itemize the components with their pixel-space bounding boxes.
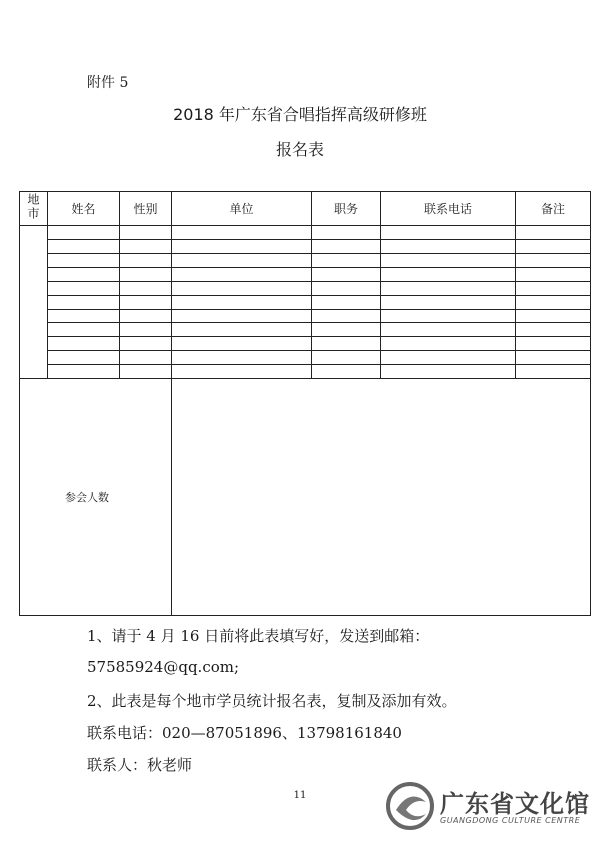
- note-deadline: 1、请于 4 月 16 日前将此表填写好，发送到邮箱：: [87, 627, 430, 645]
- logo-swirl-icon: [384, 780, 436, 832]
- gender-cell: [120, 295, 172, 309]
- remarks-cell: [516, 281, 591, 295]
- remarks-cell: [516, 351, 591, 365]
- gender-cell: [120, 226, 172, 240]
- count-row: [20, 379, 591, 616]
- unit-cell: [172, 365, 312, 379]
- name-cell: [48, 351, 120, 365]
- position-cell: [312, 239, 381, 253]
- table-row: [20, 365, 591, 379]
- phone-cell: [381, 365, 516, 379]
- gender-cell: [120, 239, 172, 253]
- gender-cell: [120, 337, 172, 351]
- column-header-position: 职务: [312, 192, 381, 226]
- table-row: [20, 281, 591, 295]
- gender-cell: [120, 323, 172, 337]
- position-cell: [312, 267, 381, 281]
- name-cell: [48, 337, 120, 351]
- name-cell: [48, 253, 120, 267]
- attendee-count-label: 参会人数: [20, 379, 172, 616]
- registration-table: [19, 191, 591, 616]
- name-cell: [48, 365, 120, 379]
- gender-cell: [120, 309, 172, 323]
- phone-cell: [381, 295, 516, 309]
- attachment-label: 附件 5: [87, 75, 129, 91]
- name-cell: [48, 281, 120, 295]
- gender-cell: [120, 351, 172, 365]
- remarks-cell: [516, 239, 591, 253]
- phone-cell: [381, 351, 516, 365]
- position-cell: [312, 337, 381, 351]
- table-header-row: [20, 192, 591, 226]
- phone-cell: [381, 253, 516, 267]
- unit-cell: [172, 295, 312, 309]
- phone-cell: [381, 309, 516, 323]
- position-cell: [312, 253, 381, 267]
- column-header-unit: 单位: [172, 192, 312, 226]
- remarks-cell: [516, 226, 591, 240]
- gender-cell: [120, 267, 172, 281]
- table-row: [20, 239, 591, 253]
- note-copy-policy: 2、此表是每个地市学员统计报名表，复制及添加有效。: [87, 692, 457, 710]
- phone-cell: [381, 267, 516, 281]
- column-header-name: 姓名: [48, 192, 120, 226]
- name-cell: [48, 267, 120, 281]
- column-header-remarks: 备注: [516, 192, 591, 226]
- table-row: [20, 267, 591, 281]
- table-row: [20, 323, 591, 337]
- culture-centre-logo: [384, 776, 594, 836]
- unit-cell: [172, 226, 312, 240]
- position-cell: [312, 323, 381, 337]
- position-cell: [312, 295, 381, 309]
- column-header-phone: 联系电话: [381, 192, 516, 226]
- document-title: 2018 年广东省合唱指挥高级研修班: [173, 105, 427, 124]
- table-row: [20, 309, 591, 323]
- phone-cell: [381, 239, 516, 253]
- position-cell: [312, 281, 381, 295]
- unit-cell: [172, 323, 312, 337]
- remarks-cell: [516, 365, 591, 379]
- position-cell: [312, 351, 381, 365]
- position-cell: [312, 309, 381, 323]
- remarks-cell: [516, 309, 591, 323]
- name-cell: [48, 323, 120, 337]
- note-email: 57585924@qq.com;: [87, 658, 240, 676]
- phone-cell: [381, 281, 516, 295]
- phone-cell: [381, 226, 516, 240]
- unit-cell: [172, 253, 312, 267]
- name-cell: [48, 309, 120, 323]
- unit-cell: [172, 281, 312, 295]
- logo-chinese-text: 广东省文化馆: [440, 790, 590, 818]
- remarks-cell: [516, 337, 591, 351]
- name-cell: [48, 226, 120, 240]
- attendee-count-value: [172, 379, 591, 616]
- note-contact-phone: 联系电话：020—87051896、13798161840: [87, 724, 402, 742]
- column-header-gender: 性别: [120, 192, 172, 226]
- note-contact-person: 联系人：秋老师: [87, 756, 193, 774]
- document-subtitle: 报名表: [275, 140, 324, 159]
- city-cell: [20, 226, 48, 379]
- remarks-cell: [516, 295, 591, 309]
- table-row: [20, 351, 591, 365]
- table-row: [20, 226, 591, 240]
- position-cell: [312, 365, 381, 379]
- unit-cell: [172, 351, 312, 365]
- unit-cell: [172, 239, 312, 253]
- table-row: [20, 337, 591, 351]
- unit-cell: [172, 309, 312, 323]
- phone-cell: [381, 337, 516, 351]
- gender-cell: [120, 281, 172, 295]
- remarks-cell: [516, 253, 591, 267]
- column-header-city: 地市: [20, 192, 48, 226]
- unit-cell: [172, 267, 312, 281]
- position-cell: [312, 226, 381, 240]
- table-row: [20, 295, 591, 309]
- logo-english-text: GUANGDONG CULTURE CENTRE: [440, 816, 581, 825]
- table-row: [20, 253, 591, 267]
- page-number: 11: [293, 790, 307, 801]
- gender-cell: [120, 253, 172, 267]
- remarks-cell: [516, 267, 591, 281]
- name-cell: [48, 295, 120, 309]
- name-cell: [48, 239, 120, 253]
- gender-cell: [120, 365, 172, 379]
- phone-cell: [381, 323, 516, 337]
- remarks-cell: [516, 323, 591, 337]
- unit-cell: [172, 337, 312, 351]
